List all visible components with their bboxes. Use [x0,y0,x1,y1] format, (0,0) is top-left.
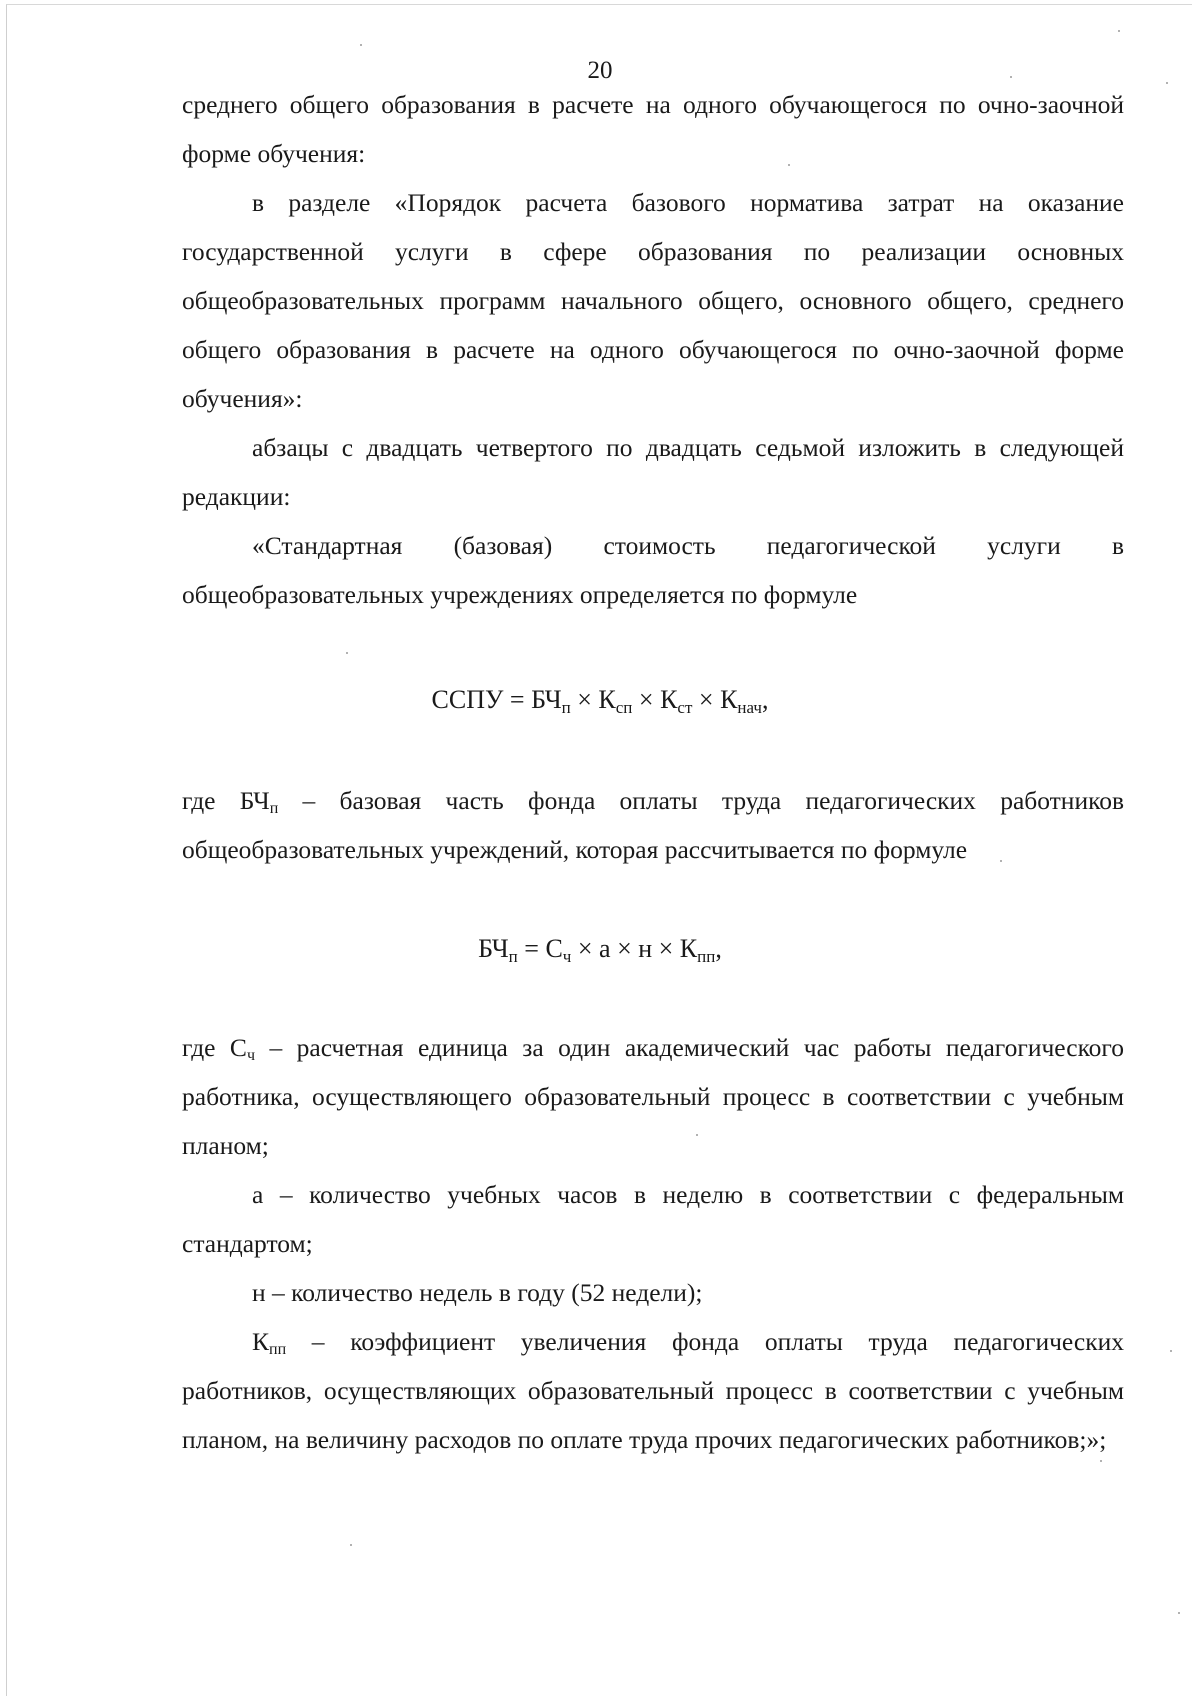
paragraph-sch-definition: где Сч – расчетная единица за один академический час работы педагогического работника, осуществляющего образовательный процесс в соответствии с учебным планом; [182,1033,1124,1160]
paragraph-a-definition: а – количество учебных часов в неделю в соответствии с федеральным стандартом; [182,1180,1124,1258]
text-block-variables [182,1023,1124,1464]
scan-speck [1178,1612,1180,1614]
text-block-definition-bch [182,776,1124,874]
scan-speck [360,44,362,46]
formula-bch: $БЧ_п = С_ч \times а \times н \times К_{пп}$, [478,934,722,966]
scan-speck [1100,1460,1102,1462]
paragraph-amendment-instruction: абзацы с двадцать четвертого по двадцать седьмой изложить в следующей редакции: [182,433,1124,511]
paragraph-standard-cost: «Стандартная (базовая) стоимость педагогической услуги в общеобразовательных учреждениях определяется по формуле [182,531,1124,609]
paragraph-continuation: среднего общего образования в расчете на одного обучающегося по очно-заочной форме обучения: [182,90,1124,168]
text-block-intro [182,80,1124,619]
scan-speck [346,652,348,654]
paragraph-bch-definition: где БЧп – базовая часть фонда оплаты труда педагогических работников общеобразовательных учреждений, которая рассчитывается по формуле [182,786,1124,864]
scan-speck [1166,82,1168,84]
scan-speck [1170,1350,1172,1352]
paragraph-n-definition: н – количество недель в году (52 недели); [252,1278,703,1307]
scan-speck [788,164,790,166]
paragraph-kpp-definition: Кпп – коэффициент увеличения фонда оплаты труда педагогических работников, осуществляющих образовательный процесс в соответствии с учебным планом, на величину расходов по оплате труда прочих педагогических работников;»; [182,1327,1124,1454]
scan-speck [696,1134,698,1136]
formula-sspu: ССПУ = $БЧ_п \times К_{сп} \times К_{ст} \times К_{нач}$, [431,685,769,717]
scan-speck [350,1544,352,1546]
page-number: 20 [587,57,613,84]
scan-speck [1010,76,1012,78]
paragraph-section-reference: в разделе «Порядок расчета базового норматива затрат на оказание государственной услуги в сфере образования по реализации основных общеобразовательных программ начального общего, основного общего, среднего общего образования в расчете на одного обучающегося по очно-заочной форме обучения»: [182,188,1124,413]
scan-speck [1118,30,1120,32]
scan-speck [1000,860,1002,862]
